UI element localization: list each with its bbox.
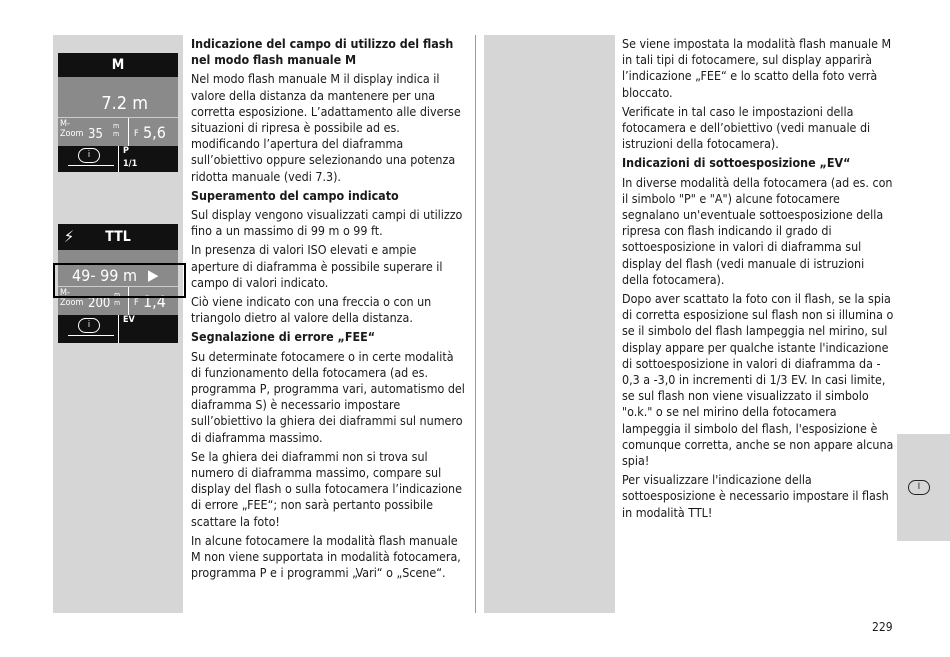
info-icon: i bbox=[78, 318, 100, 333]
ratio-value: 1/1 bbox=[123, 159, 138, 169]
zoom-label: M- Zoom bbox=[60, 119, 84, 139]
middle-gray-column bbox=[484, 35, 615, 613]
display-panel-manual bbox=[58, 53, 178, 171]
status-row bbox=[58, 146, 178, 172]
range-value: 49- 99 m bbox=[72, 266, 137, 285]
p-label: P bbox=[123, 146, 129, 156]
paragraph: Nel modo flash manuale M il display indica il valore della distanza da mantenere per una corretta esposizione. L’adattamento alle diverse situazioni di ripresa è possibile ad es. modificando l’apertura del diaframma sull’obiettivo oppure selezionando una potenza ridotta manuale (vedi 7.3). bbox=[191, 71, 461, 184]
mode-bar: M bbox=[58, 53, 178, 77]
text-column-left bbox=[191, 36, 466, 585]
mode-label: TTL bbox=[105, 229, 131, 245]
distance-area bbox=[58, 77, 178, 117]
underline bbox=[68, 335, 114, 336]
divider bbox=[118, 315, 119, 343]
paragraph: Se viene impostata la modalità flash manuale M in tali tipi di fotocamere, sul display apparirà l’indicazione „FEE“ e lo scatto della foto verrà bloccato. bbox=[622, 36, 892, 100]
over-range-arrow-icon: ▶ bbox=[148, 266, 159, 284]
paragraph: In presenza di valori ISO elevati e ampie aperture di diaframma è possibile superare il campo di valori indicato. bbox=[191, 242, 443, 290]
flash-icon: ⚡ bbox=[64, 227, 75, 246]
column-divider bbox=[475, 35, 476, 613]
paragraph: Se la ghiera dei diaframmi non si trova sul numero di diaframma massimo, compare sul display del flash o sulla fotocamera l’indicazione di errore „FEE“; non sarà pertanto possibile scattare la foto! bbox=[191, 448, 462, 529]
text-column-right bbox=[622, 36, 894, 524]
f-label: F bbox=[134, 298, 139, 308]
paragraph: Sul display vengono visualizzati campi di utilizzo fino a un massimo di 99 m o 99 ft. bbox=[191, 207, 463, 239]
aperture-value: 5,6 bbox=[143, 123, 166, 142]
f-label: F bbox=[134, 129, 139, 139]
ev-label: EV bbox=[123, 315, 135, 325]
heading-exceeding-range: Superamento del campo indicato bbox=[191, 187, 399, 203]
zoom-aperture-row bbox=[58, 117, 178, 146]
distance-value: 7.2 m bbox=[101, 93, 148, 114]
range-highlight-frame bbox=[53, 263, 186, 298]
divider bbox=[128, 118, 129, 146]
underline bbox=[68, 165, 114, 166]
paragraph: Ciò viene indicato con una freccia o con un triangolo dietro al valore della distanza. bbox=[191, 294, 432, 326]
divider bbox=[118, 146, 119, 172]
paragraph: In alcune fotocamere la modalità flash manuale M non viene supportata in modalità fotocamera, programma P e i programmi „Vari“ o „Scene“. bbox=[191, 532, 461, 581]
status-row bbox=[58, 315, 178, 343]
heading-fee-error: Segnalazione di errore „FEE“ bbox=[191, 329, 376, 345]
zoom-label: M- Zoom bbox=[60, 288, 84, 308]
paragraph: Su determinate fotocamere o in certe modalità di funzionamento della fotocamera (ad es. programma P, programma vari, automatismo del diaframma S) è necessario impostare sull’obiettivo la ghiera dei diaframmi sul numero di diaframma massimo. bbox=[191, 348, 465, 445]
paragraph: Per visualizzare l'indicazione della sottoesposizione è necessario impostare il flash in modalità TTL! bbox=[622, 472, 889, 520]
zoom-unit: m m bbox=[114, 291, 121, 307]
paragraph: In diverse modalità della fotocamera (ad es. con il simbolo "P" e "A") alcune fotocamere segnalano un'eventuale sottoesposizione della ripresa con flash indicando il grado di sottoesposizione in valori di diaframma sul display del flash (vedi manuale di istruzioni della fotocamera). bbox=[622, 174, 893, 287]
aperture-value: 1,4 bbox=[143, 292, 166, 311]
paragraph: Dopo aver scattato la foto con il flash, se la spia di corretta esposizione sul flash non si illumina o se il simbolo del flash lampeggia nel mirino, sul display appare per qualche istante l'indicazione di sottoesposizione in valori di diaframma da - 0,3 a -3,0 in incrementi di 1/3 EV. In casi limite, se sul flash non viene visualizzato il simbolo "o.k." o se nel mirino della fotocamera lampeggia il simbolo del flash, l'esposizione è comunque corretta, anche se non appare alcuna spia! bbox=[622, 291, 894, 469]
zoom-unit: m m bbox=[113, 122, 120, 138]
heading-range-manual: Indicazione del campo di utilizzo del flash nel modo flash manuale M bbox=[191, 36, 454, 68]
zoom-value: 200 bbox=[88, 296, 111, 311]
mode-bar bbox=[58, 224, 178, 250]
heading-ev-underexposure: Indicazioni di sottoesposizione „EV“ bbox=[622, 155, 851, 171]
page-number: 229 bbox=[872, 620, 893, 634]
info-icon: i bbox=[78, 148, 100, 163]
paragraph: Verificate in tal caso le impostazioni della fotocamera e dell’obiettivo (vedi manuale di istruzioni della fotocamera). bbox=[622, 103, 871, 152]
language-tab-label: I bbox=[908, 480, 930, 495]
zoom-value: 35 bbox=[88, 127, 103, 142]
